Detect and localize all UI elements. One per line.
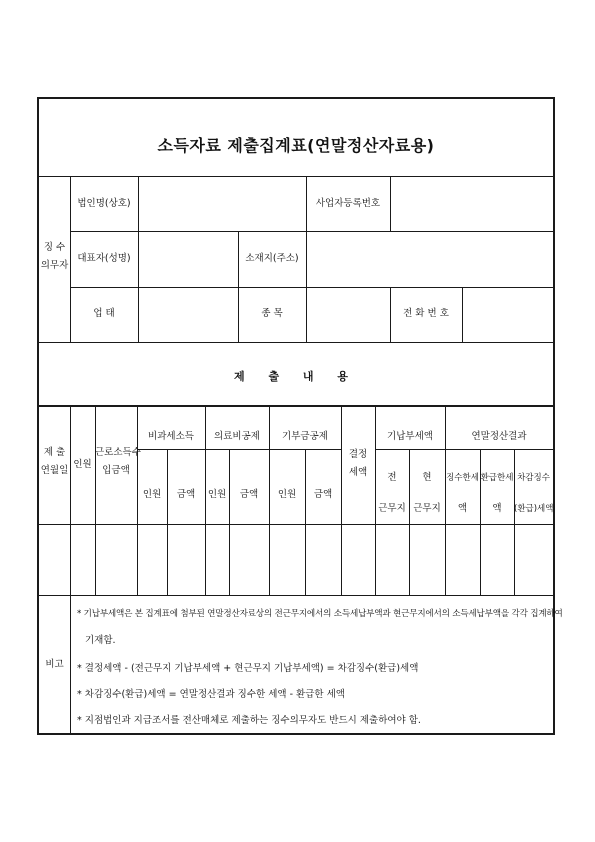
remarks-label: 비고 — [45, 659, 64, 670]
col-medical-headcount: 인원 — [207, 489, 227, 500]
divider — [39, 342, 553, 343]
rep-name-field[interactable] — [139, 232, 237, 286]
col-prev-workplace-line2: 근무지 — [378, 503, 406, 514]
col-headcount: 인원 — [73, 459, 92, 470]
cell-nontaxable-amount[interactable] — [168, 525, 204, 594]
col-determined-tax-line1: 결정 — [348, 449, 368, 460]
col-net-tax-line2: (환급)세액 — [514, 504, 554, 514]
col-medical-deduction: 의료비공제 — [214, 431, 260, 442]
table-row — [39, 525, 553, 594]
divider — [375, 449, 553, 450]
cell-headcount[interactable] — [71, 525, 94, 594]
business-item-field[interactable] — [307, 288, 389, 341]
remark-line-4: * 지점법인과 지급조서를 전산매체로 제출하는 징수의무자도 반드시 제출하여야 함. — [77, 715, 421, 726]
section-title: 제 출 내 용 — [234, 370, 358, 383]
phone-field[interactable] — [463, 288, 553, 341]
col-earned-income-line2: 입금액 — [102, 465, 130, 476]
divider — [238, 231, 239, 342]
cell-earned-income[interactable] — [96, 525, 136, 594]
col-earned-income-line1: 근로소득수 — [95, 447, 141, 458]
col-determined-tax-line2: 세액 — [348, 467, 368, 478]
address-field[interactable] — [307, 232, 553, 286]
col-submit-date-line2: 연월일 — [40, 465, 69, 476]
cell-net-tax[interactable] — [515, 525, 553, 594]
col-net-tax-line1: 차감징수 — [517, 473, 550, 483]
col-collected-tax-line1: 징수한세 — [446, 473, 479, 483]
col-medical-amount: 금액 — [239, 489, 259, 500]
cell-prev-workplace-tax[interactable] — [376, 525, 408, 594]
remark-line-1: * 기납부세액은 본 집계표에 첨부된 연말정산자료상의 전근무지에서의 소득세납부액과 현근무지에서의 소득세납부액을 각각 집계하여 — [77, 609, 563, 619]
divider — [39, 595, 553, 596]
cell-medical-headcount[interactable] — [206, 525, 228, 594]
business-item-label: 종 목 — [261, 308, 283, 319]
rep-name-label: 대표자(성명) — [77, 253, 131, 264]
col-nontaxable-amount: 금액 — [176, 489, 196, 500]
col-prepaid-tax: 기납부세액 — [387, 431, 433, 442]
col-donation-deduction: 기부금공제 — [282, 431, 328, 442]
cell-nontaxable-headcount[interactable] — [138, 525, 166, 594]
col-refunded-tax-line2: 액 — [492, 503, 502, 514]
phone-label: 전 화 번 호 — [403, 308, 449, 319]
cell-refunded-tax[interactable] — [481, 525, 513, 594]
corp-name-field[interactable] — [139, 177, 305, 230]
business-type-field[interactable] — [139, 288, 237, 341]
col-curr-workplace-line1: 현 — [422, 472, 432, 483]
cell-donation-amount[interactable] — [306, 525, 340, 594]
divider — [137, 449, 341, 450]
remark-line-1-cont: 기재함. — [85, 635, 116, 646]
col-refunded-tax-line1: 환급한세 — [480, 473, 514, 483]
col-submit-date-line1: 제 출 — [43, 447, 66, 458]
form-title: 소득자료 제출집계표(연말정산자료용) — [157, 136, 435, 155]
divider — [70, 595, 71, 733]
col-donation-amount: 금액 — [313, 489, 333, 500]
remark-line-3: * 차감징수(환급)세액 = 연말정산결과 징수한 세액 - 환급한 세액 — [77, 689, 345, 700]
col-curr-workplace-line2: 근무지 — [413, 503, 441, 514]
biz-reg-no-field[interactable] — [391, 177, 553, 230]
col-nontaxable-income: 비과세소득 — [148, 431, 194, 442]
col-prev-workplace-line1: 전 — [387, 472, 397, 483]
remark-line-2: * 결정세액 - (전근무지 기납부세액 + 현근무지 기납부세액) = 차감징수(환급)세액 — [77, 663, 419, 674]
income-data-submission-summary-form — [37, 97, 563, 735]
cell-submit-date[interactable] — [39, 525, 69, 594]
col-nontaxable-headcount: 인원 — [142, 489, 162, 500]
corp-name-label: 법인명(상호) — [77, 198, 131, 209]
cell-curr-workplace-tax[interactable] — [410, 525, 444, 594]
address-label: 소재지(주소) — [245, 253, 299, 264]
cell-determined-tax[interactable] — [342, 525, 374, 594]
cell-medical-amount[interactable] — [230, 525, 268, 594]
cell-collected-tax[interactable] — [446, 525, 479, 594]
col-collected-tax-line2: 액 — [457, 503, 468, 514]
withholder-label-line1: 징 수 — [43, 242, 66, 253]
business-type-label: 업 태 — [93, 308, 115, 319]
col-donation-headcount: 인원 — [277, 489, 297, 500]
divider — [39, 405, 553, 407]
withholder-label-line2: 의무자 — [40, 260, 69, 271]
biz-reg-no-label: 사업자등록번호 — [315, 198, 381, 209]
col-settlement-result: 연말정산결과 — [471, 431, 527, 442]
cell-donation-headcount[interactable] — [270, 525, 304, 594]
